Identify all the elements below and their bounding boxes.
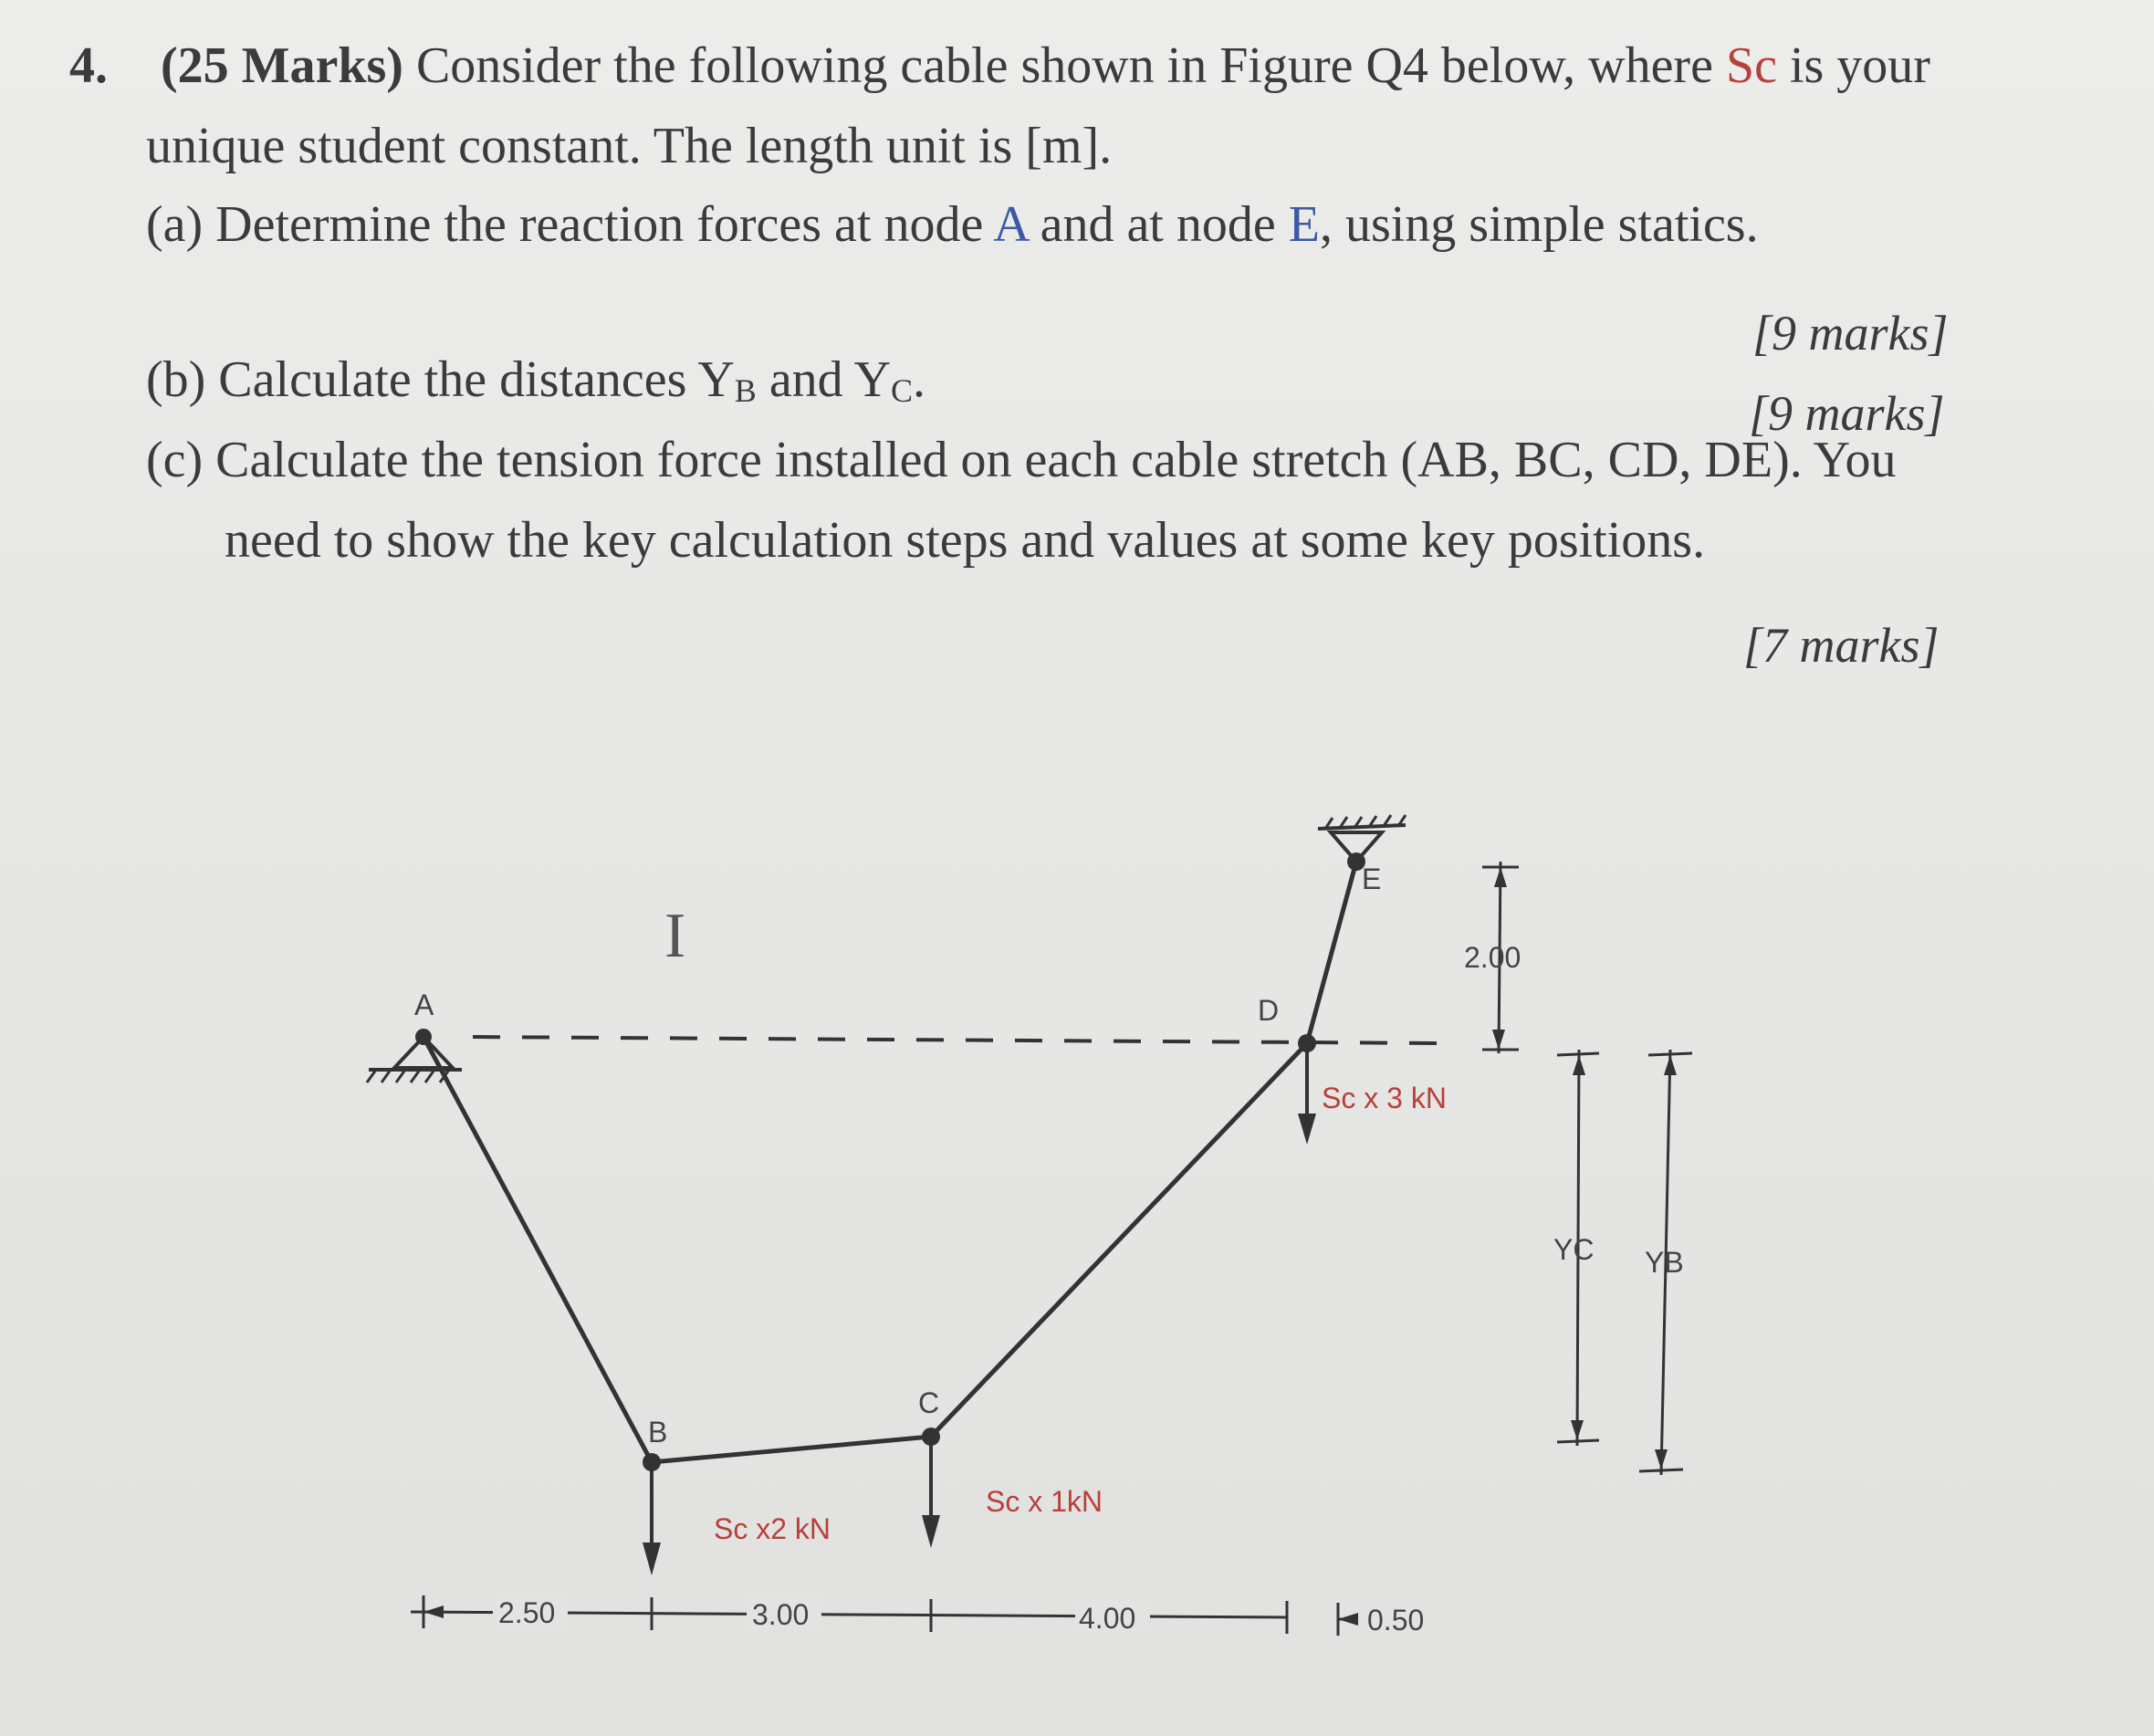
part-a-text-1: Determine the reaction forces at node — [215, 196, 984, 253]
dim-yc-label: YC — [1553, 1233, 1595, 1266]
dim-bc-label: 3.00 — [752, 1598, 810, 1631]
cable-ab — [423, 1037, 652, 1462]
dim-ab-label: 2.50 — [498, 1596, 556, 1629]
reference-dashed-line — [473, 1037, 1442, 1043]
question-number: 4. — [69, 37, 108, 94]
dim-de-label: 0.50 — [1367, 1604, 1425, 1637]
load-arrowhead-c — [922, 1515, 940, 1548]
node-c-dot — [922, 1427, 940, 1446]
node-b-dot — [643, 1453, 661, 1471]
cable-cd — [931, 1043, 1307, 1437]
question-marks-total: (25 Marks) — [161, 37, 403, 94]
question-line-2: unique student constant. The length unit is [m]. — [146, 118, 1113, 174]
part-a-label: (a) — [146, 196, 204, 253]
node-d-dot — [1298, 1034, 1316, 1052]
load-b-label: Sc x2 kN — [714, 1512, 831, 1545]
dim-cd-label: 4.00 — [1079, 1602, 1136, 1635]
part-b-text-1: Calculate the distances Y — [218, 351, 735, 408]
part-c-label: (c) — [146, 432, 204, 488]
part-a-node-a: A — [993, 196, 1028, 253]
part-b-marks: [9 marks] — [1749, 386, 1945, 441]
part-a-text-3: , using simple statics. — [1319, 196, 1759, 253]
part-a-marks: [9 marks] — [1752, 306, 1949, 361]
part-b-text-3: . — [913, 351, 926, 408]
dim-yb-label: YB — [1645, 1246, 1684, 1279]
cable-bc — [652, 1437, 931, 1462]
node-c-label: C — [918, 1386, 940, 1419]
node-a-label: A — [414, 988, 434, 1021]
part-b-sub-c: C — [891, 372, 914, 409]
cable-de — [1307, 862, 1356, 1043]
student-constant: Sc — [1725, 37, 1777, 94]
load-arrowhead-b — [643, 1543, 661, 1575]
part-b-sub-b: B — [734, 372, 757, 409]
node-d-label: D — [1258, 994, 1280, 1027]
load-d-label: Sc x 3 kN — [1322, 1082, 1447, 1114]
part-c-line-2: need to show the key calculation steps and values at some key positions. — [225, 512, 1706, 569]
node-b-label: B — [648, 1416, 668, 1448]
node-a-dot — [415, 1029, 432, 1045]
node-e-label: E — [1362, 863, 1382, 895]
part-a-text-2: and at node — [1040, 196, 1276, 253]
part-c-text-1: Calculate the tension force installed on each cable stretch (AB, BC, CD, DE). You — [215, 432, 1897, 488]
support-a-icon — [367, 1037, 462, 1082]
part-a-node-e: E — [1288, 196, 1320, 253]
dim-e-height-label: 2.00 — [1464, 941, 1521, 974]
load-c-label: Sc x 1kN — [986, 1485, 1103, 1518]
part-c-marks: [7 marks] — [1743, 618, 1940, 673]
question-intro-2: is your — [1789, 37, 1930, 94]
part-b-label: (b) — [146, 351, 206, 408]
load-arrowhead-d — [1298, 1114, 1316, 1145]
text-cursor: I — [664, 901, 686, 971]
part-b-text-2: and Y — [769, 351, 892, 408]
question-intro-1: Consider the following cable shown in Figure Q4 below, where — [415, 37, 1713, 94]
